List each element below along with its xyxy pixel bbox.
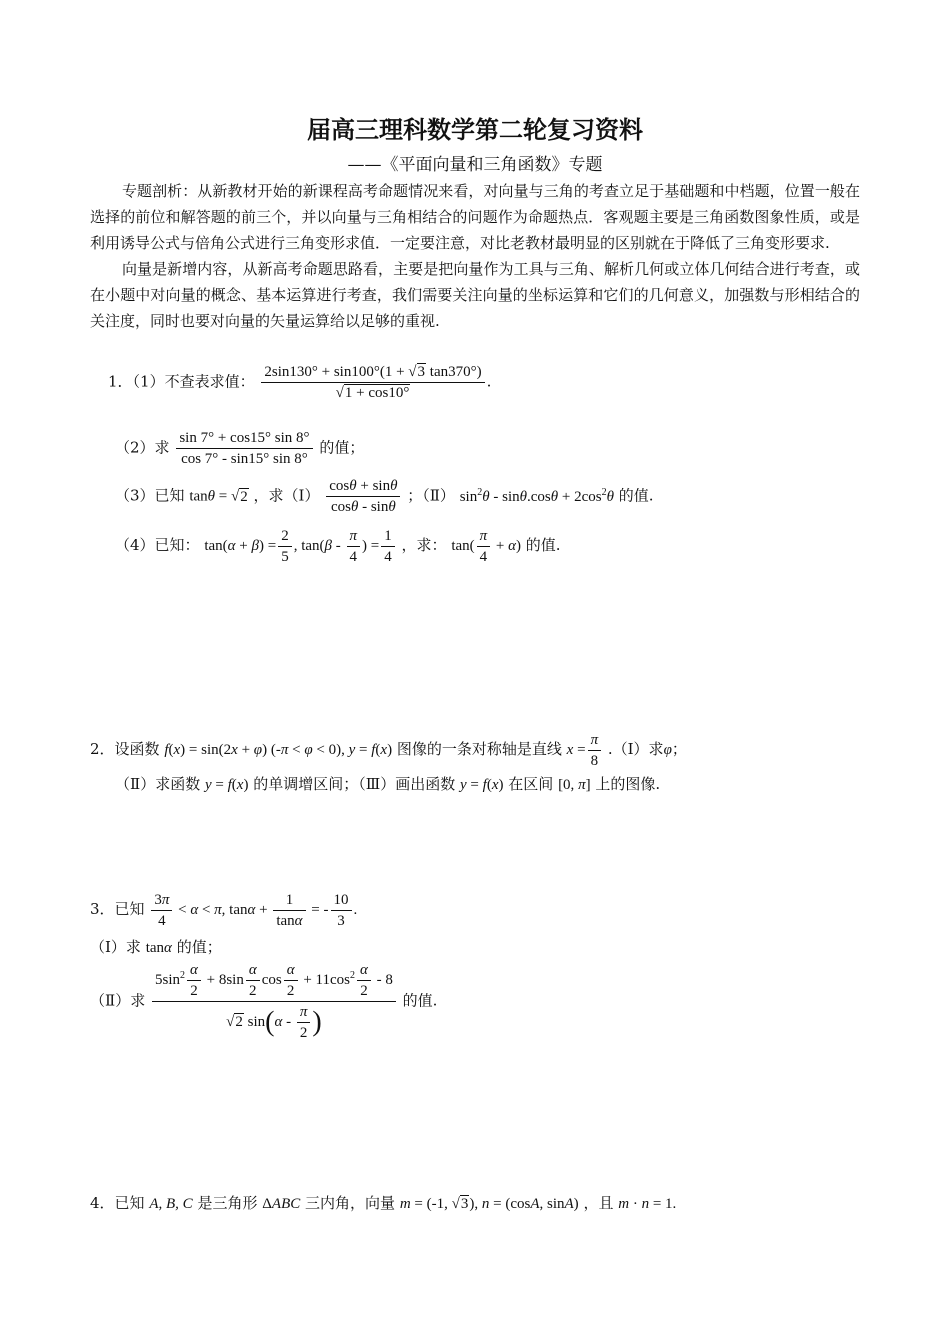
- q1-formula-2: $\frac{\sin 7^\circ + \cos 15^\circ \sin 8^\circ}{\cos 7^\circ - \sin 15^\circ \sin 8^\circ}$: [176, 428, 312, 469]
- q2-formula-5: [0, π]: [558, 777, 591, 793]
- q4-mid1: 是三角形: [197, 1194, 258, 1212]
- q1-formula-3c: $\sin^2\theta - \sin\theta.\cos\theta + 2\cos^2\theta$: [459, 486, 614, 505]
- q1-part1: 1．（1）不查表求值： $\frac{2\sin 130^\circ + \sin 100^\circ(1 + √3 \tan 370^\circ)}{√1 + \cos 10^\circ}$ .: [108, 364, 492, 401]
- intro-paragraph-2: 向量是新增内容，从新高考命题思路看，主要是把向量作为工具与三角、解析几何或立体几何结合进行考查，或在小题中对向量的概念、基本运算进行考查，我们需要关注向量的坐标运算和它们的几何意义，加强数与形相结合的关注度，同时也要对向量的矢量运算给以足够的重视.: [90, 260, 860, 330]
- q4-formula-4: m · n = 1.: [618, 1196, 677, 1212]
- q3-formula-2: tanα: [145, 940, 172, 956]
- q4-formula-2: ΔABC: [262, 1196, 301, 1212]
- intro-section: [90, 178, 860, 334]
- q1-formula-3b: $\frac{\cos\theta + \sin\theta}{\cos\theta - \sin\theta}$: [326, 476, 400, 517]
- q4-line1: [90, 1192, 676, 1213]
- q3-formula-1: $\frac{3\pi}{4}$ < α < π, tanα + $\frac{1}{\tan\alpha}$ = - $\frac{10}{3}$ .: [149, 902, 357, 918]
- q2-lead: 2．设函数: [90, 739, 160, 758]
- q2-ask2: （Ⅱ）求函数: [115, 775, 201, 793]
- q1-part3-ask2: ；（Ⅱ）: [407, 486, 455, 505]
- q4-formula-3: m = (-1, √3), n = (cosA, sinA): [399, 1196, 579, 1212]
- q1-part3-ask1: ，求（Ⅰ）: [253, 486, 320, 505]
- q2-formula-2: x = $\frac{\pi}{8}$: [567, 742, 603, 758]
- q2-line1: [90, 730, 687, 771]
- q1-part2: [115, 428, 364, 469]
- document-subtitle: ——《平面向量和三角函数》专题: [347, 155, 603, 175]
- q2-line2: [115, 773, 660, 794]
- q2-formula-3: y = f(x): [204, 777, 249, 793]
- q3-lead: 3．已知: [90, 899, 145, 918]
- q4-lead: 4．已知: [90, 1194, 145, 1212]
- q3-part1-end: 的值；: [176, 938, 222, 956]
- q2-mid: 图像的一条对称轴是直线: [396, 739, 562, 758]
- q2-ask1-end: ；: [671, 739, 687, 758]
- q3-line2: [90, 936, 222, 957]
- q4-mid3: ，且: [583, 1194, 614, 1212]
- q3-line1: [90, 890, 357, 931]
- document-title: 届高三理科数学第二轮复习资料: [307, 116, 643, 144]
- q2-ask2-end: 的单调增区间；（Ⅲ）画出函数: [253, 775, 456, 793]
- q3-line3: [90, 960, 437, 1043]
- q1-part3: [115, 476, 654, 517]
- q3-formula-3: $5\sin^2$ $\frac{\alpha}{2}$ + 8sin $\frac{\alpha}{2}$ cos $\frac{\alpha}{2}$ + $11\cos^2$ $\frac{\alpha}{2}$ - 8 √2 sin(α - $\frac{\pi}{2}$ ): [152, 960, 396, 1043]
- q1-formula-4a: tan(α + β) = $\frac{2}{5}$ , tan(β - $\frac{\pi}{4}$ ) = $\frac{1}{4}$: [204, 538, 396, 554]
- q2-ask1: .（Ⅰ）求: [607, 739, 664, 758]
- q1-lead: 1．（1）不查表求值：: [108, 372, 255, 391]
- q3-part1: （Ⅰ）求: [90, 938, 141, 956]
- q1-formula-3a: tanθ = √2: [189, 488, 248, 505]
- q1-part4-end: 的值.: [525, 535, 561, 554]
- q2-formula-1: f(x) = sin(2x + φ) (-π < φ < 0), y = f(x): [164, 741, 393, 758]
- q3-part2-end: 的值.: [402, 991, 438, 1010]
- q2-phi: φ: [663, 741, 672, 758]
- q2-ask3-mid: 在区间: [508, 775, 554, 793]
- q1-formula-4b: tan( $\frac{\pi}{4}$ + α): [451, 528, 522, 565]
- q1-part3-label: （3）已知: [115, 486, 185, 505]
- intro-paragraph-1: 专题剖析：从新教材开始的新课程高考命题情况来看，对向量与三角的考查立足于基础题和中档题，位置一般在选择的前位和解答题的前三个，并以向量与三角相结合的问题作为命题热点．客观题主要是三角函数图象性质，或是利用诱导公式与倍角公式进行三角变形求值．一定要注意，对比老教材最明显的区别就在于降低了三角变形要求.: [90, 182, 860, 252]
- q2-ask3-end: 上的图像.: [595, 775, 661, 793]
- q1-part2-label: （2）求: [115, 438, 170, 457]
- q2-formula-4: y = f(x): [460, 777, 504, 793]
- q1-part3-end: 的值.: [618, 486, 654, 505]
- q3-part2: （Ⅱ）求: [90, 991, 146, 1010]
- q1-part2-end: 的值；: [319, 438, 365, 457]
- q1-part4: [115, 526, 561, 567]
- q4-mid2: 三内角，向量: [305, 1194, 396, 1212]
- q4-formula-1: A, B, C: [149, 1196, 193, 1212]
- q1-part4-label: （4）已知：: [115, 535, 200, 554]
- q1-formula-1: $\frac{2\sin 130^\circ + \sin 100^\circ(1 + √3 \tan 370^\circ)}{√1 + \cos 10^\circ}$: [261, 362, 484, 403]
- q1-part4-ask: ，求：: [401, 535, 447, 554]
